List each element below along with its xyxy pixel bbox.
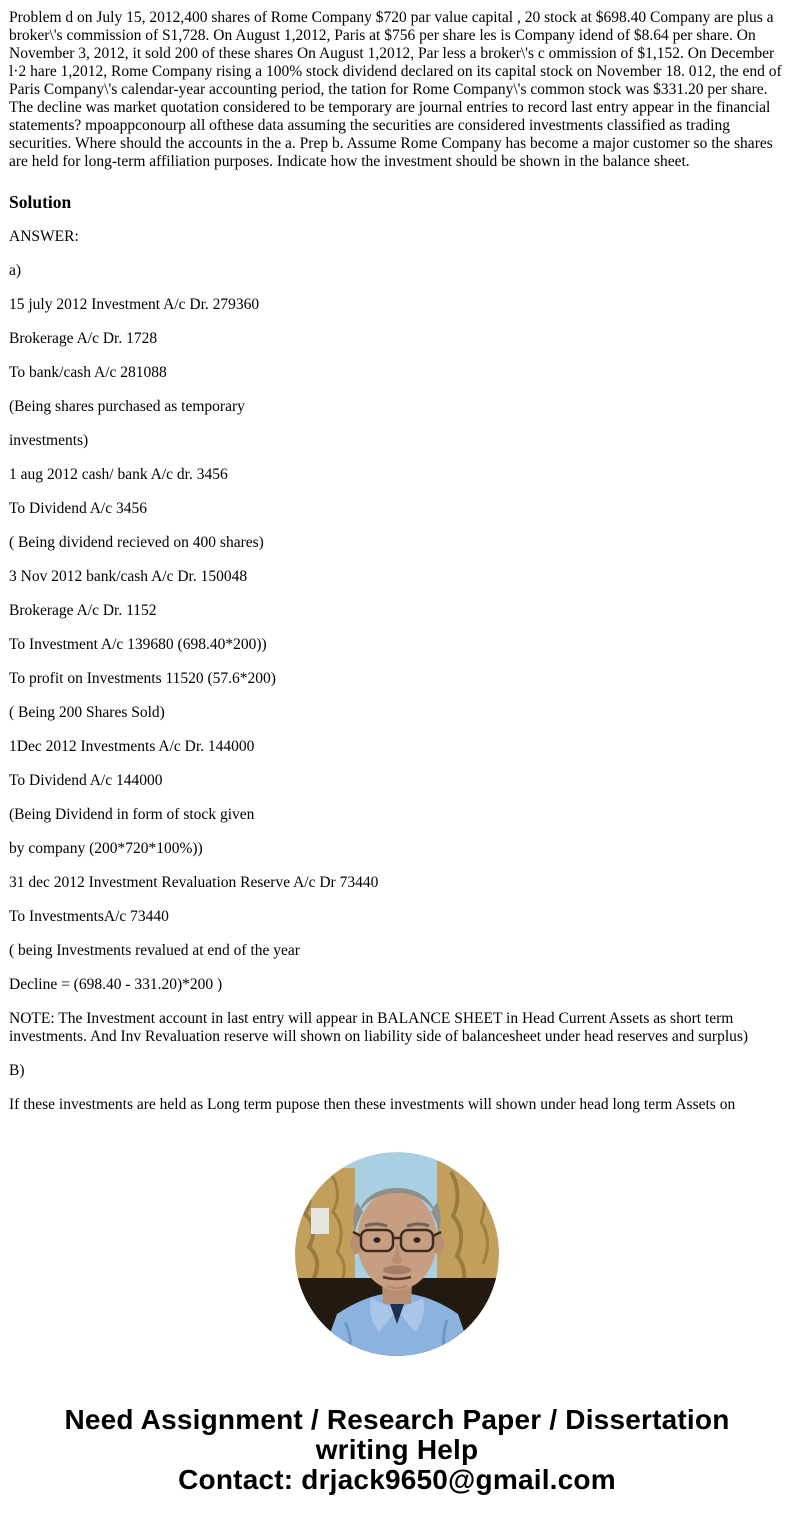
answer-line: To Investment A/c 139680 (698.40*200)) <box>9 636 267 653</box>
answer-line: 31 dec 2012 Investment Revaluation Reserve A/c Dr 73440 <box>9 874 379 891</box>
answer-line: To InvestmentsA/c 73440 <box>9 908 169 925</box>
answer-line: Brokerage A/c Dr. 1728 <box>9 330 158 347</box>
answer-line: (Being Dividend in form of stock given <box>9 806 255 823</box>
answer-line: 1 aug 2012 cash/ bank A/c dr. 3456 <box>9 466 228 483</box>
footer-contact-email: Contact: drjack9650@gmail.com <box>178 1464 616 1495</box>
footer-line-2: writing Help <box>315 1434 479 1465</box>
answer-lines <box>9 228 785 1114</box>
footer-line-1: Need Assignment / Research Paper / Dissertation <box>64 1404 730 1435</box>
answer-line: NOTE: The Investment account in last entry will appear in BALANCE SHEET in Head Current Assets as short term investments. And Inv Revaluation reserve will shown on liability side of balancesheet under head reserves and surplus) <box>9 1010 749 1045</box>
problem-statement: Problem d on July 15, 2012,400 shares of Rome Company $720 par value capital , 20 stock at $698.40 Company are plus a broker\'s commission of S1,728. On August 1,2012, Paris at $756 per share les is Company idend of $8.64 per share. On November 3, 2012, it sold 200 of these shares On August 1,2012, Par less a broker\'s c ommission of $1,152. On December l·2 hare 1,2012, Rome Company rising a 100% stock dividend declared on its capital stock on November 18. 012, the end of Paris Company\'s calendar-year accounting period, the tation for Rome Company\'s common stock was $331.20 per share. The decline was market quotation considered to be temporary are journal entries to record last entry appear in the financial statements? mpoappconourp all ofthese data assuming the securities are considered investments classified as trading securities. Where should the accounts in the a. Prep b. Assume Rome Company has become a major customer so the shares are held for long-term affiliation purposes. Indicate how the investment should be shown in the balance sheet. <box>9 9 782 170</box>
answer-line: ANSWER: <box>9 228 79 245</box>
answer-line: ( being Investments revalued at end of the year <box>9 942 300 959</box>
answer-line: by company (200*720*100%)) <box>9 840 203 857</box>
answer-line: 1Dec 2012 Investments A/c Dr. 144000 <box>9 738 255 755</box>
profile-photo <box>295 1152 499 1356</box>
answer-line: If these investments are held as Long term pupose then these investments will shown under head long term Assets on <box>9 1096 736 1113</box>
answer-line: To Dividend A/c 3456 <box>9 500 147 517</box>
footer-banner <box>18 1405 776 1495</box>
answer-line: Decline = (698.40 - 331.20)*200 ) <box>9 976 223 993</box>
answer-line: ( Being 200 Shares Sold) <box>9 704 165 721</box>
answer-line: Brokerage A/c Dr. 1152 <box>9 602 157 619</box>
answer-line: To Dividend A/c 144000 <box>9 772 163 789</box>
profile-photo-illustration <box>295 1152 499 1356</box>
answer-line: ( Being dividend recieved on 400 shares) <box>9 534 264 551</box>
answer-line: 3 Nov 2012 bank/cash A/c Dr. 150048 <box>9 568 248 585</box>
solution-heading: Solution <box>9 192 72 212</box>
answer-line: To bank/cash A/c 281088 <box>9 364 167 381</box>
answer-line: a) <box>9 262 22 279</box>
answer-line: (Being shares purchased as temporary <box>9 398 245 415</box>
answer-line: B) <box>9 1062 25 1079</box>
answer-line: To profit on Investments 11520 (57.6*200) <box>9 670 276 687</box>
answer-line: investments) <box>9 432 89 449</box>
answer-line: 15 july 2012 Investment A/c Dr. 279360 <box>9 296 260 313</box>
